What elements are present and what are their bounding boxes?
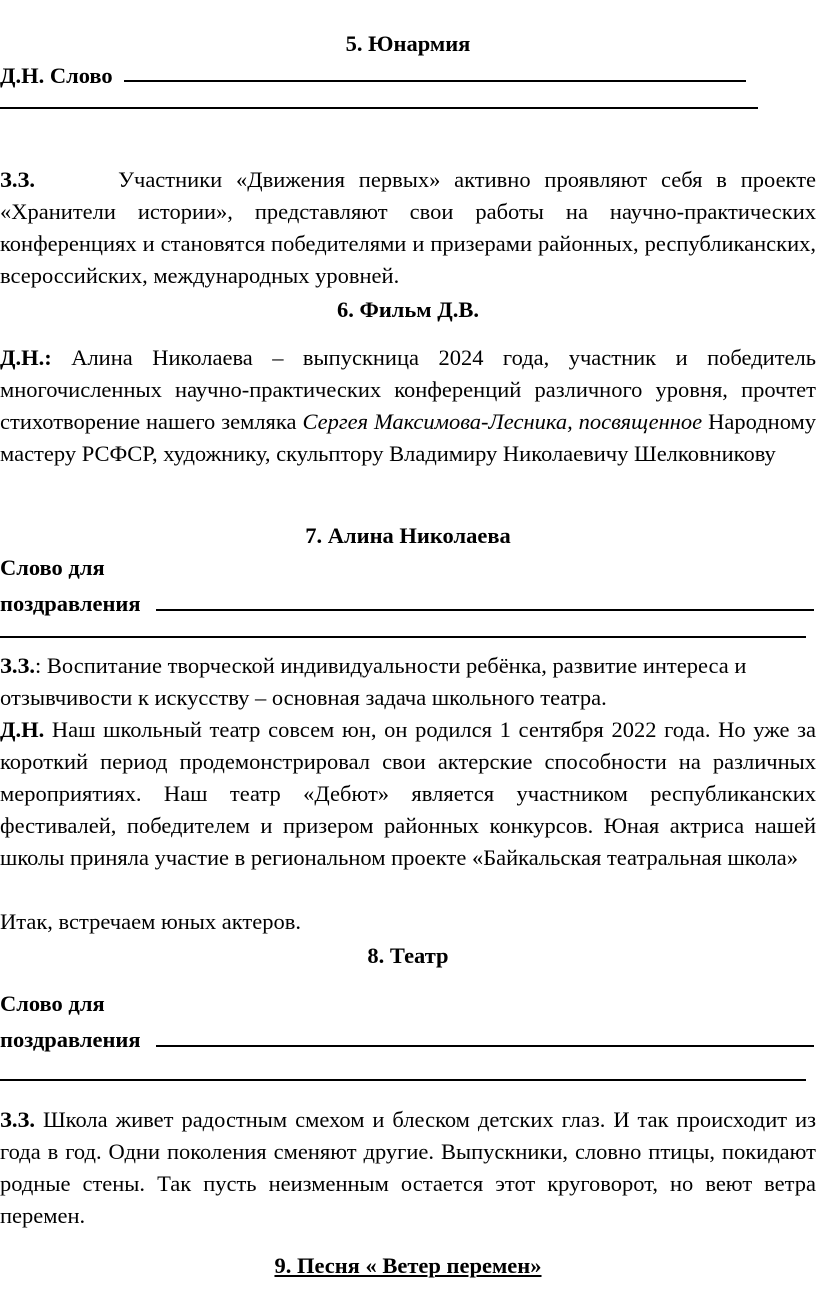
slovo-label-7a: Слово для <box>0 555 105 580</box>
slovo-label-8b: поздравления <box>0 1027 141 1052</box>
heading-6: 6. Фильм Д.В. <box>337 297 479 322</box>
heading-5: 5. Юнармия <box>345 31 471 56</box>
heading-7: 7. Алина Николаева <box>305 523 511 548</box>
heading-9: 9. Песня « Ветер перемен» <box>274 1253 542 1278</box>
paragraph-text: : Воспитание творческой индивидуальности ребёнка, развитие интереса и отзывчивости к искусству – основная задача школьного театра. <box>0 653 747 710</box>
speaker-label: З.З. <box>0 653 36 678</box>
paragraph-dn-2 <box>0 714 816 874</box>
fill-line-8b <box>0 1079 806 1081</box>
speaker-label: Д.Н. <box>0 717 45 742</box>
paragraph-zz-2 <box>0 650 816 714</box>
fill-line-8a <box>156 1045 814 1047</box>
paragraph-text: Школа живет радостным смехом и блеском детских глаз. И так происходит из года в год. Одни поколения сменяют другие. Выпускники, словно птицы, покидают родные стены. Так пусть неизменным остается этот круговорот, но веют ветра перемен. <box>0 1107 816 1228</box>
slovo-label-8a: Слово для <box>0 991 105 1016</box>
paragraph-text-end: Народному мастеру РСФСР, художнику, скульптору Владимиру Николаевичу Шелковникову <box>0 409 816 466</box>
fill-line-5a <box>124 80 746 82</box>
paragraph-zz-3 <box>0 1104 816 1232</box>
slovo-label-7b: поздравления <box>0 591 141 616</box>
paragraph-text: Алина Николаева – выпускница 2024 года, участник и победитель многочисленных научно-практических конференций различного уровня, прочтет стихотворение нашего земляка <box>0 345 816 434</box>
paragraph-dn-2-closing: Итак, встречаем юных актеров. <box>0 909 301 934</box>
speaker-line-5: Д.Н. Слово <box>0 63 113 88</box>
heading-8: 8. Театр <box>367 943 449 968</box>
fill-line-7b <box>0 636 806 638</box>
speaker-label: З.З. <box>0 1107 36 1132</box>
paragraph-zz-1 <box>0 164 816 292</box>
paragraph-text: Участники «Движения первых» активно проявляют себя в проекте «Хранители истории», представляют свои работы на научно-практических конференциях и становятся победителями и призерами районных, республиканских, всероссийских, международных уровней. <box>0 167 816 288</box>
paragraph-text: Наш школьный театр совсем юн, он родился 1 сентября 2022 года. Но уже за короткий период продемонстрировал свои актерские способности на различных мероприятиях. Наш театр «Дебют» является участником республиканских фестивалей, победителем и призером районных конкурсов. Юная актриса нашей школы приняла участие в региональном проекте «Байкальская театральная школа» <box>0 717 816 870</box>
speaker-label: Д.Н.: <box>0 345 52 370</box>
fill-line-7a <box>156 609 814 611</box>
speaker-label: З.З. <box>0 167 36 192</box>
paragraph-italic-text: Сергея Максимова-Лесника, посвященное <box>302 409 703 434</box>
paragraph-dn-1 <box>0 342 816 470</box>
fill-line-5b <box>0 107 758 109</box>
